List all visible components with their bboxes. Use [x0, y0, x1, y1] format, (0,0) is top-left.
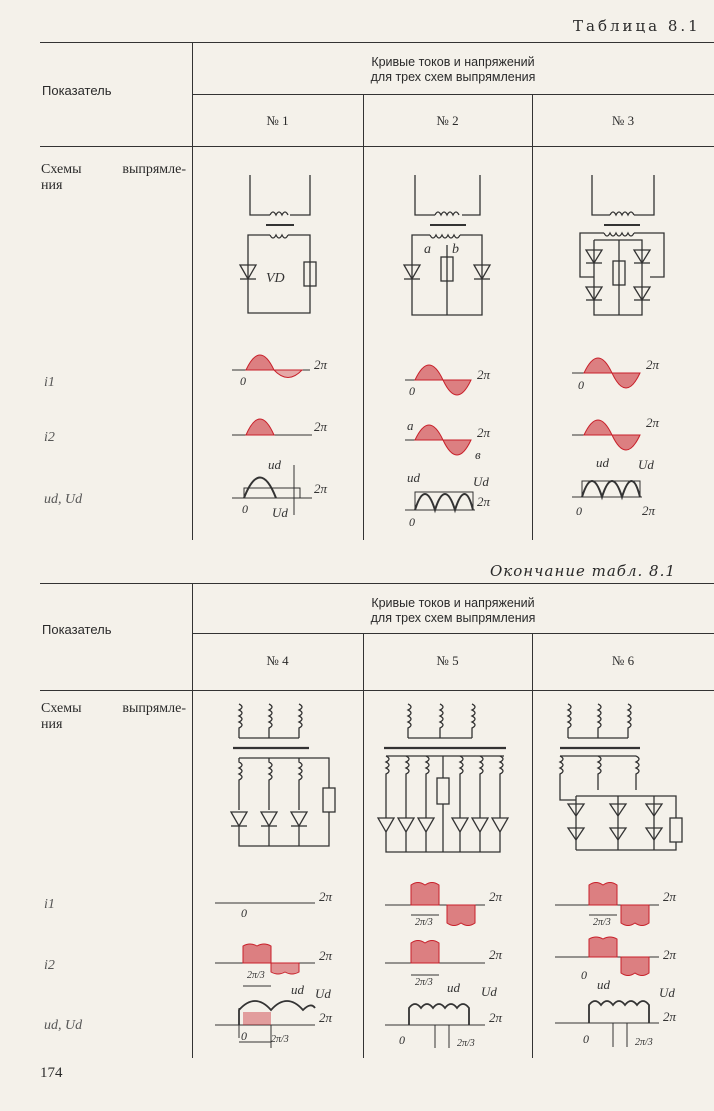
two-pi-label: 2π [477, 425, 491, 440]
ud-label: ud [596, 455, 609, 470]
two-pi-label: 2π [646, 415, 660, 430]
Ud-label: Ud [272, 505, 288, 520]
two-pi-label: 2π [314, 357, 328, 372]
row-label-i2: i2 [44, 430, 55, 445]
row-label-i1-2: i1 [44, 897, 55, 912]
two-pi-over-three-label: 2π/3 [635, 1037, 653, 1048]
row-label-ud-2: ud, Ud [44, 1018, 83, 1033]
indicator-header-2: Показатель [42, 622, 112, 637]
column-number-6: № 6 [611, 653, 635, 668]
ud-label: ud [407, 470, 420, 485]
waveform-ud-scheme3 [572, 455, 682, 520]
waveform-i1-scheme6 [555, 875, 695, 935]
table-continuation-caption: Окончание табл. 8.1 [490, 562, 676, 580]
zero-label: 0 [409, 384, 415, 398]
label-a: a [424, 242, 431, 257]
column-number-3: № 3 [611, 113, 635, 128]
circuit-diagram-5 [378, 700, 518, 865]
zero-label: 0 [409, 515, 415, 529]
two-pi-label: 2π [477, 367, 491, 382]
two-pi-label: 2π [319, 1010, 333, 1025]
waveform-i2-scheme1 [232, 405, 342, 440]
header-divider [192, 94, 714, 95]
circuit-diagram-1 [230, 165, 340, 325]
label-b-lower: в [475, 447, 481, 462]
row-label-schemes [41, 162, 191, 194]
zero-label: 0 [581, 968, 587, 982]
circuit-diagram-3 [572, 165, 682, 325]
two-pi-over-three-label: 2π/3 [247, 970, 265, 981]
two-pi-label: 2π [314, 419, 328, 434]
column-number-5: № 5 [436, 653, 459, 668]
two-pi-label: 2π [319, 889, 333, 904]
waveform-i1-scheme5 [385, 875, 515, 935]
waveform-ud-scheme2 [405, 470, 515, 530]
row-label-schemes-2 [41, 701, 191, 733]
table2-col-divider-4-5 [363, 633, 364, 1058]
two-pi-over-three-label: 2π/3 [415, 917, 433, 928]
zero-label: 0 [578, 378, 584, 392]
Ud-label: Ud [473, 474, 489, 489]
waveform-ud-scheme4 [215, 980, 345, 1055]
row-label-ud: ud, Ud [44, 492, 83, 507]
label-b: b [452, 242, 459, 257]
col-divider-2-3 [532, 94, 533, 540]
curves-header2-line2: для трех схем выпрямления [370, 611, 536, 625]
two-pi-label: 2π [477, 494, 491, 509]
ud-label: ud [597, 977, 610, 992]
indicator-header: Показатель [42, 83, 112, 98]
circuit-diagram-4 [225, 700, 345, 860]
circuit-diagram-6 [548, 700, 688, 860]
col-divider-1-2 [363, 94, 364, 540]
row-label-schemes2-line1: Схемы выпрямле- [41, 701, 186, 716]
two-pi-over-three-label: 2π/3 [593, 917, 611, 928]
waveform-i1-scheme3 [572, 345, 682, 400]
curves-header2-line1: Кривые токов и напряжений [371, 596, 535, 610]
two-pi-label: 2π [642, 503, 656, 518]
two-pi-label: 2π [663, 889, 677, 904]
two-pi-over-three-label: 2π/3 [457, 1038, 475, 1049]
two-pi-label: 2π [489, 1010, 503, 1025]
table2-col-divider-5-6 [532, 633, 533, 1058]
ud-label: ud [268, 457, 281, 472]
Ud-label: Ud [481, 984, 497, 999]
two-pi-label: 2π [646, 357, 660, 372]
ud-label: ud [291, 982, 304, 997]
two-pi-over-three-label: 2π/3 [271, 1034, 289, 1045]
ud-label: ud [447, 980, 460, 995]
vd-label: VD [266, 271, 285, 286]
table-caption: Таблица 8.1 [573, 17, 701, 35]
two-pi-over-three-label: 2π/3 [415, 977, 433, 988]
row-label-schemes-line2: ния [41, 178, 63, 193]
row-label-schemes-line1: Схемы выпрямле- [41, 162, 186, 177]
zero-label: 0 [583, 1032, 589, 1046]
waveform-ud-scheme6 [555, 975, 695, 1055]
waveform-i2-scheme2 [405, 415, 515, 470]
curves-header-line1: Кривые токов и напряжений [371, 55, 535, 69]
two-pi-label: 2π [489, 889, 503, 904]
column-number-1: № 1 [266, 113, 289, 128]
zero-label: 0 [399, 1033, 405, 1047]
Ud-label: Ud [638, 457, 654, 472]
waveform-i2-scheme3 [572, 405, 682, 460]
label-a: a [407, 418, 414, 433]
curves-header [192, 55, 714, 85]
zero-label: 0 [241, 906, 247, 920]
number-row-divider [40, 146, 714, 147]
circuit-diagram-2 [400, 165, 510, 325]
waveform-ud-scheme1 [232, 455, 342, 525]
two-pi-label: 2π [663, 947, 677, 962]
two-pi-label: 2π [319, 948, 333, 963]
row-label-i1: i1 [44, 375, 55, 390]
table2-top-rule [40, 583, 714, 584]
curves-header-line2: для трех схем выпрямления [370, 70, 536, 84]
zero-label: 0 [240, 374, 246, 388]
waveform-i1-scheme2 [405, 355, 515, 405]
row-label-schemes2-line2: ния [41, 717, 63, 732]
two-pi-label: 2π [314, 481, 328, 496]
table2-header-divider [192, 633, 714, 634]
zero-label: 0 [576, 504, 582, 518]
waveform-i1-scheme1 [232, 345, 342, 390]
zero-label: 0 [241, 1029, 247, 1043]
page-number: 174 [40, 1065, 63, 1081]
curves-header-2 [192, 596, 714, 626]
two-pi-label: 2π [663, 1009, 677, 1024]
waveform-ud-scheme5 [385, 980, 515, 1055]
row-label-i2-2: i2 [44, 958, 55, 973]
table2-number-row-divider [40, 690, 714, 691]
Ud-label: Ud [659, 985, 675, 1000]
zero-label: 0 [242, 502, 248, 516]
column-number-4: № 4 [266, 653, 289, 668]
two-pi-label: 2π [489, 947, 503, 962]
waveform-i1-scheme4 [215, 885, 345, 920]
column-number-2: № 2 [436, 113, 459, 128]
Ud-label: Ud [315, 986, 331, 1001]
table-top-rule [40, 42, 714, 43]
